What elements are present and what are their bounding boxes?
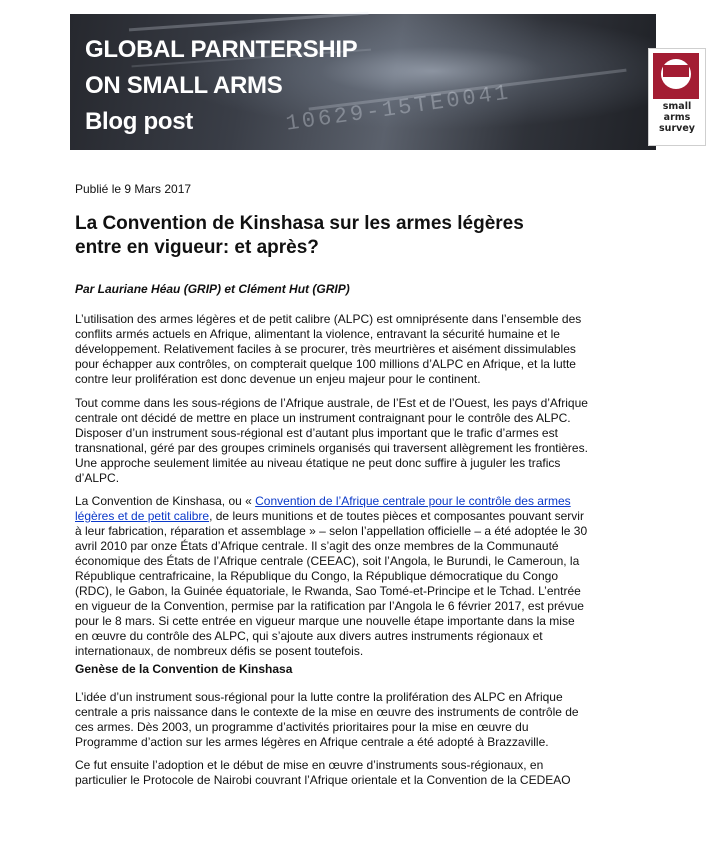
banner-title-line: GLOBAL PARNTERSHIP bbox=[85, 36, 358, 63]
logo-mark-icon bbox=[653, 53, 699, 99]
header-banner bbox=[70, 14, 695, 150]
publish-date: Publié le 9 Mars 2017 bbox=[75, 182, 192, 196]
paragraph-text: La Convention de Kinshasa, ou « bbox=[75, 494, 256, 508]
paragraph: Ce fut ensuite l’adoption et le début de mise en œuvre d’instruments sous-régionaux, en particulier le Protocole de Nairobi couvrant l’Afrique orientale et la Convention de la CEDEAO bbox=[75, 758, 571, 787]
section-heading: Genèse de la Convention de Kinshasa bbox=[75, 662, 293, 676]
article-authors: Par Lauriane Héau (GRIP) et Clément Hut (GRIP) bbox=[75, 282, 350, 296]
logo-word: small bbox=[662, 101, 692, 112]
convention-link[interactable]: Convention de l’Afrique centrale pour le contrôle des armes légères et de petit calibre bbox=[75, 494, 571, 523]
banner-title bbox=[85, 32, 357, 140]
paragraph-text: , de leurs munitions et de toutes pièces et composantes pouvant servir à leur fabrication, réparation et assemblage » – selon l’appellation officielle – a été adoptée le 30 avril 2010 par onze États d’Afrique centrale. Il s’agit des onze membres de la Communauté économique des États de l’Afrique centrale (CEEAC), soit l’Angola, le Burundi, le Cameroun, la République centrafricaine, la République du Congo, la République démocratique du Congo (RDC), le Gabon, la Guinée équatoriale, le Rwanda, Sao Tomé-et-Principe et le Tchad. L’entrée en vigueur de la Convention, permise par la ratification par l’Angola le 6 février 2017, est prévue pour le 8 mars. Si cette entrée en vigueur marque une nouvelle étape importante dans la mise en œuvre du contrôle des ALPC, qui s’ajoute aux divers autres instruments régionaux et internationaux, de nombreux défis se posent toutefois. bbox=[75, 509, 588, 658]
logo-word: arms bbox=[663, 112, 691, 123]
paragraph: L’idée d’un instrument sous-régional pour la lutte contre la prolifération des ALPC en Afrique centrale a pris naissance dans le contexte de la mise en œuvre des instruments de contrôle de ces armes. Dès 2003, un programme d’activités prioritaires pour la mise en œuvre du Programme d’action sur les armes légères en Afrique centrale a été adopté à Brazzaville. bbox=[75, 690, 579, 749]
paragraph bbox=[75, 494, 591, 659]
banner-title-line: ON SMALL ARMS bbox=[85, 72, 283, 99]
article-title: La Convention de Kinshasa sur les armes légères entre en vigueur: et après? bbox=[75, 213, 524, 258]
paragraph: Tout comme dans les sous-régions de l’Afrique australe, de l’Est et de l’Ouest, les pays d’Afrique centrale ont décidé de mettre en place un instrument contraignant pour le contrôle des ALPC. Disposer d’un instrument sous-régional est d’autant plus important que le trafic d’armes est transnational, géré par des groupes criminels organisés qui traversent allègrement les frontières. Une approche seulement limitée au niveau étatique ne peut donc suffire à juguler les trafics d’ALPC. bbox=[75, 396, 588, 485]
banner-serial-engraving: 10629-15TE0041 bbox=[284, 80, 513, 137]
banner-subtitle: Blog post bbox=[85, 108, 193, 135]
paragraph: L’utilisation des armes légères et de petit calibre (ALPC) est omniprésente dans l’ensemble des conflits armés actuels en Afrique, alimentant la violence, entravant la sécurité humaine et le développement. Relativement faciles à se procurer, très meurtrières et aisément dissimulables pour échapper aux contrôles, on compterait quelque 100 millions d’ALPC en Afrique, et la lutte contre leur prolifération est donc devenue un enjeu majeur pour le continent. bbox=[75, 312, 582, 386]
small-arms-survey-logo bbox=[648, 48, 706, 146]
logo-word: survey bbox=[659, 123, 695, 134]
